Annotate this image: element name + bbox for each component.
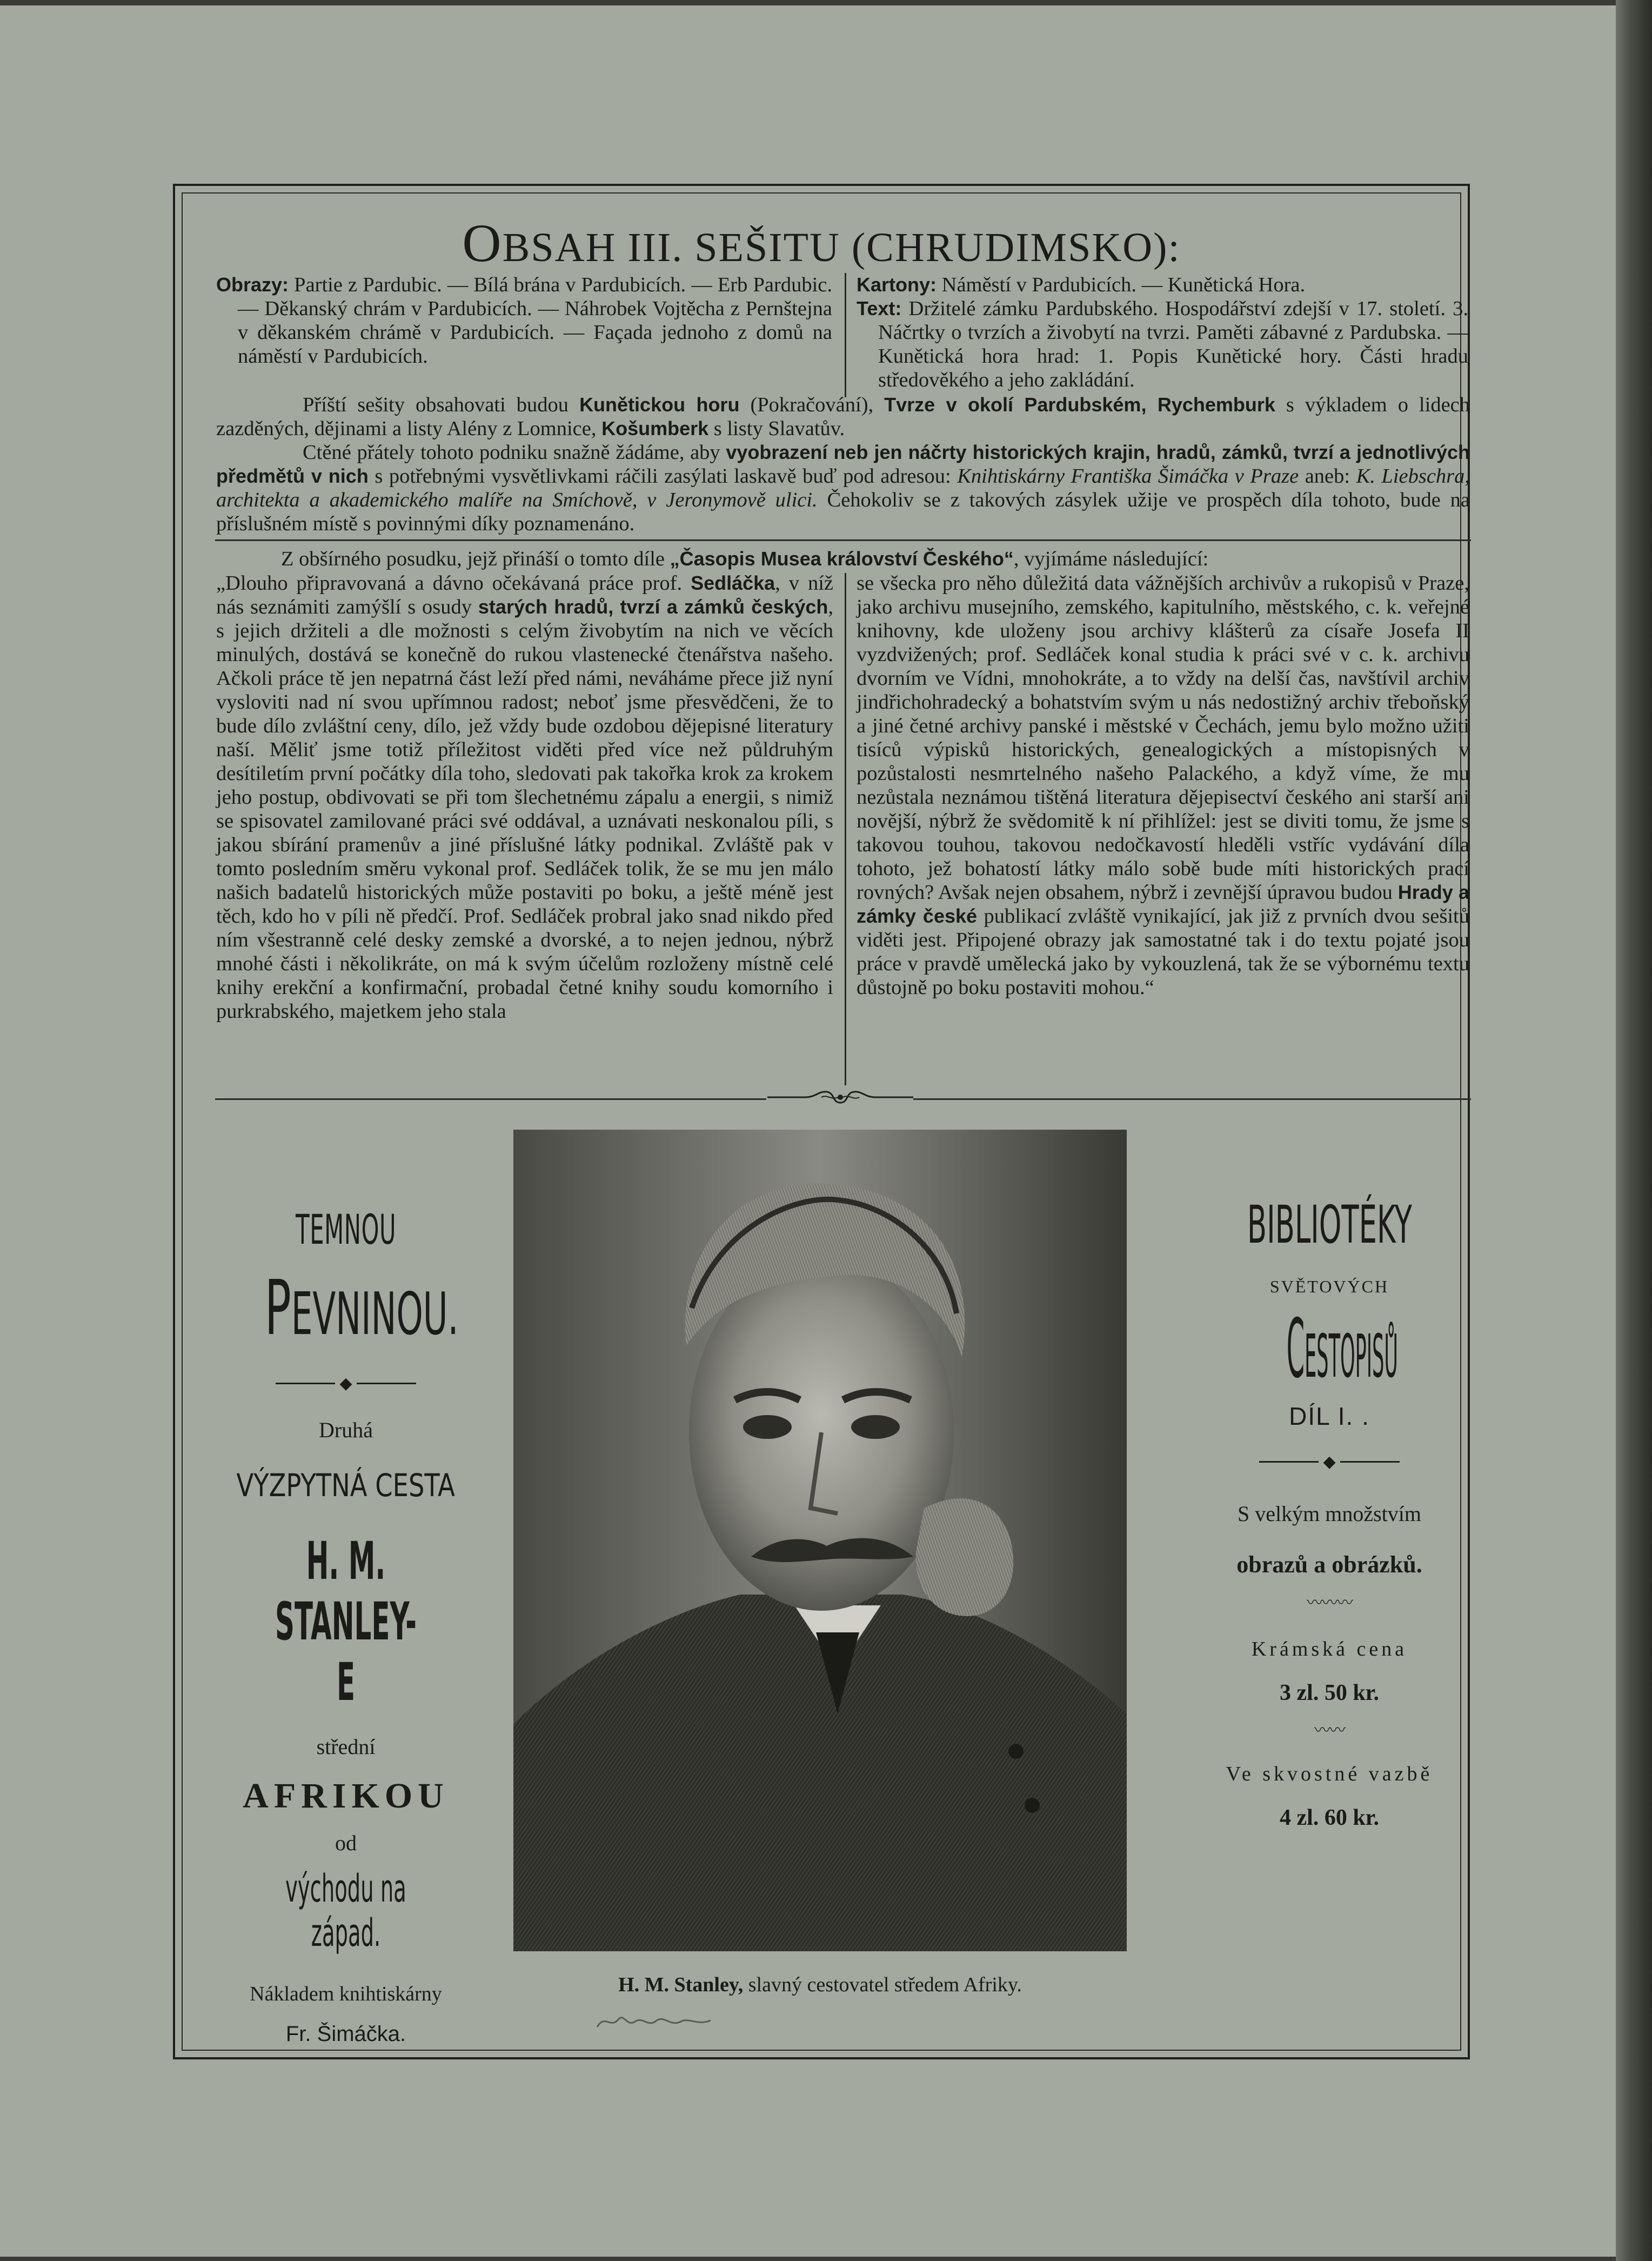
review-left-b: Sedláčka	[691, 572, 775, 594]
next-issues-note	[216, 393, 1470, 441]
next-c: (Pokračování),	[750, 393, 874, 416]
req-address-2: K. Liebschra, architekta a akademického malíře na Smíchově, v Jeronymově ulici.	[216, 465, 1470, 511]
req-g: Čehokoliv se z takových zásylek užije ve prospěch díla tohoto, bude na příslušném místě s povinnými díky poznamenáno.	[216, 489, 1470, 535]
title-initial: O	[462, 213, 503, 273]
wave-ornament-icon: 〰〰〰	[1307, 1594, 1352, 1612]
ad-cestopisu-cap: C	[1286, 1302, 1305, 1396]
ad-vychodu: východu na západ.	[285, 1866, 406, 1955]
ornament-divider	[195, 1374, 497, 1393]
review-left-a: „Dlouho připravovaná a dávno očekávaná práce prof.	[216, 572, 683, 595]
travel-library-ad	[1178, 1195, 1481, 1831]
intro-journal: „Časopis Musea království Českého“	[670, 548, 1014, 570]
stanley-book-ad	[195, 1205, 497, 2046]
req-e: aneb:	[1305, 465, 1350, 488]
next-g: s listy Slavatův.	[713, 417, 845, 440]
portrait-caption	[513, 1973, 1127, 1997]
review-right-c: publikací zvláště vynikající, jak již z prvních dvou sešitů viděti jest. Připojené obrazy jak samostatné tak i do textu pojaté jsou práce v pravdě umělecká jako by vykouzlená, tak že se výbornému textu důstojně po boku postaviti mohou.“	[857, 905, 1470, 999]
title-rest: BSAH III. SEŠITU (CHRUDIMSKO):	[502, 225, 1181, 270]
stanley-portrait-engraving	[513, 1130, 1127, 1951]
review-left-c: , v níž nás seznámiti zamýšlí s osudy	[216, 572, 833, 618]
ad-publisher: Fr. Šimáčka.	[285, 2022, 406, 2046]
ad-dil: DÍL I. .	[1289, 1402, 1370, 1430]
next-d: Tvrze v okolí Pardubském, Rychemburk	[884, 393, 1275, 416]
ad-pevninou-cap: P	[264, 1264, 291, 1352]
caption-text: slavný cestovatel středem Afriky.	[748, 1973, 1022, 1996]
next-a: Příští sešity obsahovati budou	[303, 393, 569, 416]
review-column-right	[857, 571, 1469, 999]
ad-kramska-cena: Krámská cena	[1251, 1638, 1408, 1660]
diamond-icon: ◆	[339, 1375, 352, 1392]
wave-ornament-icon: 〰〰	[1314, 1722, 1345, 1739]
obrazy-label: Obrazy:	[216, 274, 289, 296]
req-c: s potřebnými vysvětlivkami ráčili zasýlati laskavě buď pod adresou:	[374, 465, 951, 488]
ad-obrazu: obrazů a obrázků.	[1236, 1551, 1422, 1578]
ad-bibliotheky: BIBLIOTÉKY	[1247, 1195, 1412, 1255]
column-divider	[845, 273, 846, 397]
ad-pevninou-rest: EVNINOU.	[291, 1280, 459, 1348]
column-divider	[845, 573, 846, 1085]
request-note	[216, 441, 1470, 536]
review-right-b: Hrady a zámky české	[857, 881, 1470, 927]
ad-price-bound: 4 zl. 60 kr.	[1280, 1805, 1379, 1830]
req-a: Ctěné přátely tohoto podniku snažně žádáme, aby	[303, 441, 720, 464]
next-f: Košumberk	[601, 417, 709, 439]
ad-svetovych: SVĚTOVÝCH	[1269, 1277, 1389, 1296]
handwritten-signature	[594, 2011, 724, 2032]
divider-rule	[215, 1098, 766, 1100]
ad-cestopisu	[1246, 1302, 1413, 1396]
ad-cestopisu-rest: ESTOPISŮ	[1305, 1322, 1399, 1391]
ad-price: 3 zl. 50 kr.	[1280, 1680, 1379, 1705]
next-b: Kunětickou horu	[579, 393, 740, 416]
text-text: Držitelé zámku Pardubského. Hospodářství zdejší v 17. století. 3. Náčrtky o tvrzích a živobytí na tvrzi. Paměti zábavné z Pardubska. — Kunětická hora hrad: 1. Popis Kunětické hory. Části hradu středověkého a jeho zakládání.	[878, 297, 1469, 391]
caption-name: H. M. Stanley,	[618, 1973, 744, 1996]
kartony-text: Náměstí v Pardubicích. — Kunětická Hora.	[941, 274, 1306, 296]
ad-stanley-name: H. M. STANLEY-E	[275, 1531, 417, 1712]
ad-stredni: střední	[316, 1735, 376, 1759]
ad-pevninou	[195, 1264, 497, 1352]
review-left-d: starých hradů, tvrzí a zámků českých	[478, 596, 828, 618]
ad-afrikou: AFRIKOU	[243, 1776, 449, 1816]
contents-title	[173, 213, 1470, 273]
text-label: Text:	[857, 297, 902, 319]
ad-temnou: TEMNOU	[295, 1205, 397, 1253]
divider-rule	[913, 1098, 1471, 1100]
contents-text	[857, 273, 1468, 392]
next-e: s výkladem o lidech zazděných, dějinami a listy Alény z Lomnice,	[216, 393, 1470, 440]
diamond-icon: ◆	[1323, 1453, 1336, 1471]
divider-rule	[215, 539, 1471, 541]
req-address-1: Knihtiskárny Františka Šimáčka v Praze	[957, 465, 1299, 488]
intro-a: Z obšírného posudku, jejž přináší o tomto díle	[281, 548, 665, 570]
review-right-a: se všecka pro něho důležitá data vážnějších archivův a rukopisů v Praze, jako archivu musejního, zemského, kapitulního, městského, c. k. veřejné knihovny, kde uloženy jsou archivy klášterů za císaře Josefa II vyzdvižených; prof. Sedláček konal studia k práci své v c. k. archivu dvorním ve Vídni, mnohokráte, a to vždy na delší čas, navštívil archiv jindřichohradecký a bohatstvím svým u nás nedostižný archiv třeboňský a jiné četné archivy panské i městské v Čechách, jemu bylo možno užiti tisíců výpisků historických, genealogických a místopisných v pozůstalosti nesmrtelného našeho Palackého, a když víme, že mu nezůstala neznámou tištěná literatura dějepisectví českého ani starší ani novější, nýbrž že svědomitě k ní přihlížel: jest se diviti tomu, že jsme s takovou touhou, takovou nedočkavostí hleděli vstříc vydávání díla tohoto, jež bohatostí látky málo sobě bude míti historických prací rovných? Avšak nejen obsahem, nýbrž i zevnější úpravou budou	[857, 572, 1469, 904]
ad-nakladem: Nákladem knihtiskárny	[250, 1983, 442, 2005]
review-column-left	[216, 571, 833, 1023]
ad-vyzpytna-cesta: VÝZPYTNÁ CESTA	[236, 1467, 456, 1504]
ad-od: od	[335, 1831, 357, 1855]
scroll-ornament-icon	[767, 1086, 913, 1108]
obrazy-text: Partie z Pardubic. — Bílá brána v Pardubicích. — Erb Pardubic. — Děkanský chrám v Pardubicích. — Náhrobek Vojtěcha z Pernštejna v děkanském chrámě v Pardubicích. — Façada jednoho z domů na náměstí v Pardubicích.	[238, 274, 832, 368]
review-left-e: , s jejich držiteli a dle možnosti s celým živobytím na nich ve věcích minulých, dostává se konečně do rukou vlastenecké čtenářstva našeho. Ačkoli práce tě jen nepatrná část leží před námi, neváháme přece již nyní vysloviti nad ní svou upřímnou radost; neboť jsme přesvědčeni, že to bude dílo zvláštní ceny, dílo, jež vždy bude ozdobou dějepisné literatury naší. Měliť jsme totiž příležitost viděti před více než půldruhým desítiletím první počátky díla toho, sledovati pak takořka krok za krokem jeho postup, obdivovati se při tom šlechetnému zápalu a energii, s nimiž se spisovatel zamilované práci své oddával, a uznávati neskonalou píli, s jakou sbírání pramenův a jiné příslušné látky podnikal. Zvláště pak v tomto posledním směru vykonal prof. Sedláček tolik, že se mu jen málo našich badatelů historických může postaviti po boku, a ještě méně jest těch, kdo ho v píli ně předčí. Prof. Sedláček probral jako snad nikdo před ním všestranně celé desky zemské a dvorské, a to nejen jednou, nýbrž mnohé části i několikráte, on má k svým účelům rozloženy místně celé knihy erekční a konfirmační, probadal četné knihy soudu komorního i purkrabského, majetkem jeho stala	[216, 596, 834, 1023]
kartony-label: Kartony:	[857, 274, 937, 296]
review-intro	[216, 547, 1470, 571]
intro-c: , vyjímáme následující:	[1013, 548, 1209, 570]
ad-skvostne-vazbe: Ve skvostné vazbě	[1226, 1763, 1433, 1785]
page-edge	[1616, 0, 1652, 2261]
ad-druha: Druhá	[319, 1418, 373, 1442]
req-b: vyobrazení neb jen náčrty historických krajin, hradů, zámků, tvrzí a jednotlivých předmětů v nich	[216, 441, 1470, 487]
ornament-divider	[1178, 1452, 1481, 1471]
ad-velkym: S velkým množstvím	[1238, 1502, 1421, 1526]
contents-illustrations	[216, 273, 832, 368]
